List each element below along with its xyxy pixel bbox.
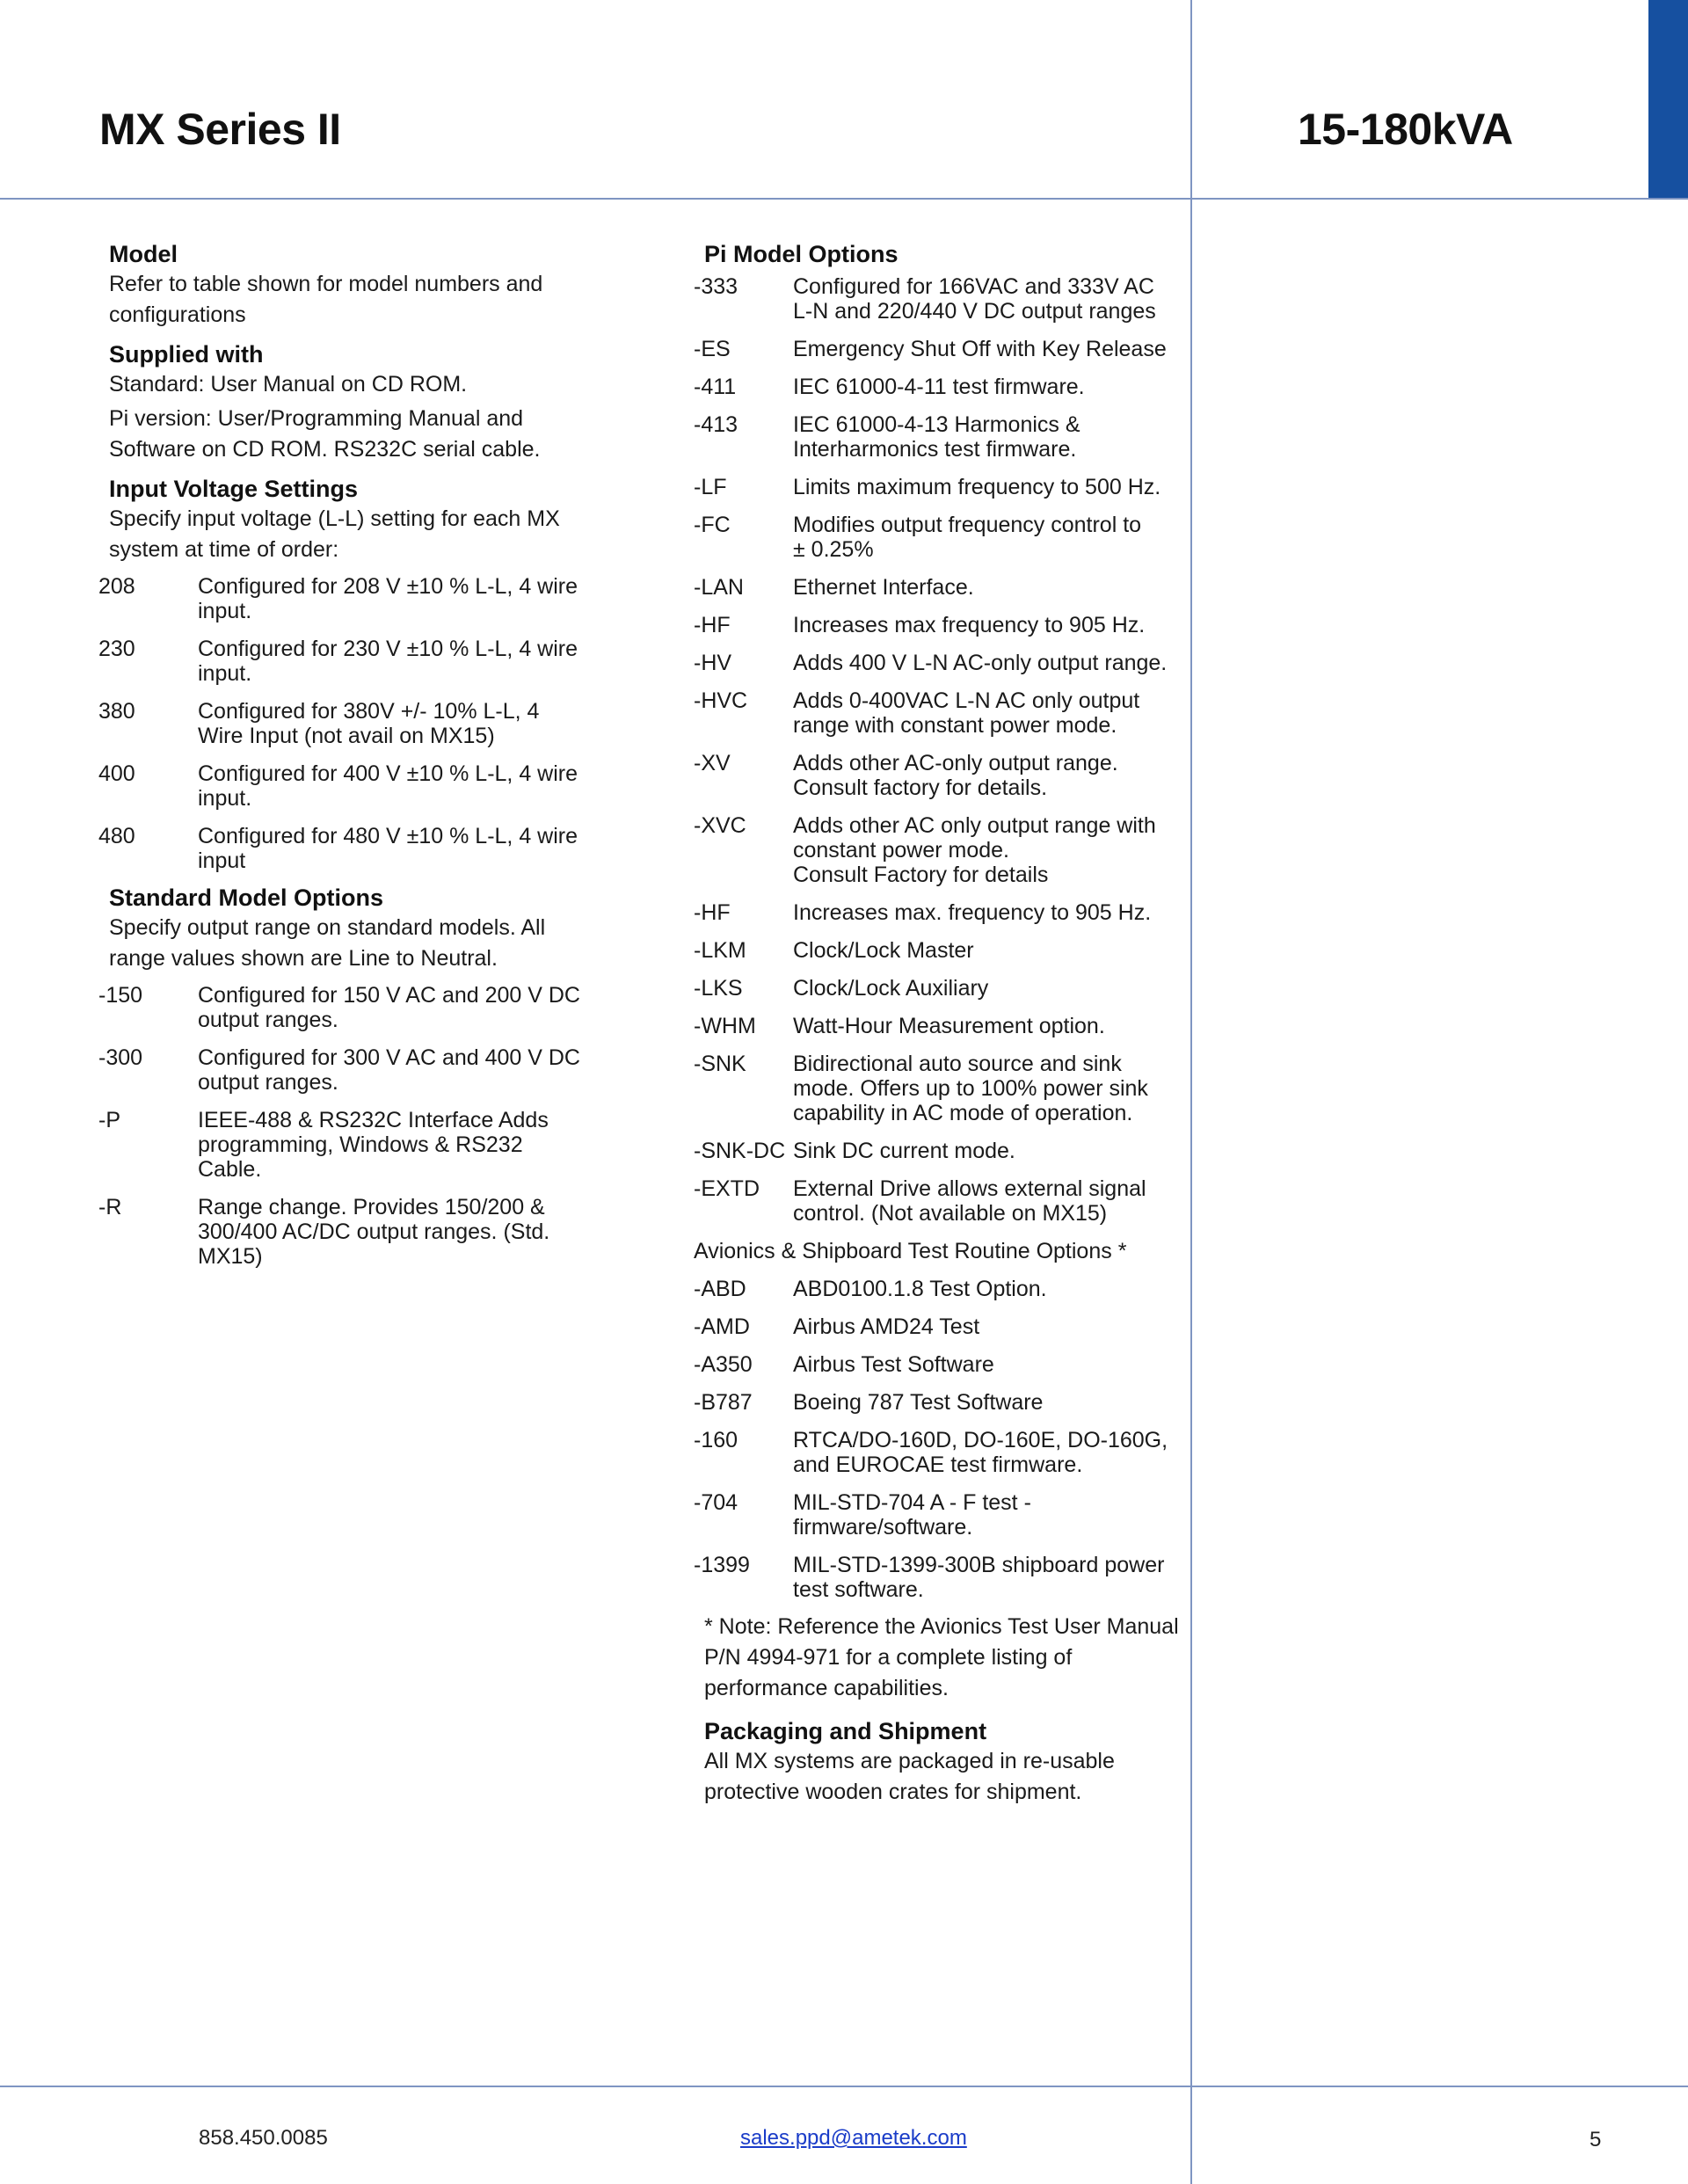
- option-code: -FC: [694, 513, 731, 537]
- footer-rule: [0, 2086, 1688, 2087]
- option-description: Clock/Lock Master: [793, 938, 974, 963]
- option-code: -HF: [694, 613, 731, 637]
- option-code: 400: [98, 761, 135, 786]
- option-description: Increases max. frequency to 905 Hz.: [793, 900, 1152, 925]
- option-row: [694, 1428, 1184, 1477]
- option-row: [98, 761, 600, 811]
- option-row: [98, 983, 600, 1032]
- option-code: -A350: [694, 1352, 753, 1377]
- packaging-text: All MX systems are packaged in re-usable protective wooden crates for shipment.: [704, 1749, 1115, 1804]
- option-description: Configured for 400 V ±10 % L-L, 4 wire input.: [198, 761, 578, 811]
- standard-options-heading: Standard Model Options: [109, 885, 384, 911]
- footer-email-link[interactable]: sales.ppd@ametek.com: [740, 2126, 967, 2150]
- option-code: -413: [694, 412, 738, 437]
- option-row: [694, 1052, 1184, 1125]
- input-voltage-text: Specify input voltage (L-L) setting for each MX system at time of order:: [109, 506, 560, 562]
- option-description: Configured for 208 V ±10 % L-L, 4 wire input.: [198, 574, 578, 623]
- option-code: -150: [98, 983, 143, 1008]
- option-row: [98, 699, 600, 748]
- option-row: [694, 976, 1184, 1001]
- option-code: 380: [98, 699, 135, 724]
- option-row: [694, 651, 1184, 675]
- option-description: Adds 400 V L-N AC-only output range.: [793, 651, 1168, 675]
- option-description: Configured for 300 V AC and 400 V DC output ranges.: [198, 1045, 580, 1095]
- header-rule: [0, 198, 1688, 200]
- option-row: [98, 1045, 600, 1095]
- option-code: -P: [98, 1108, 120, 1132]
- option-description: Airbus Test Software: [793, 1352, 994, 1377]
- option-code: 480: [98, 824, 135, 848]
- option-code: -ABD: [694, 1277, 746, 1301]
- option-code: -LKM: [694, 938, 746, 963]
- option-code: -EXTD: [694, 1176, 760, 1201]
- option-row: [694, 813, 1184, 887]
- option-row: [694, 513, 1184, 562]
- avionics-note: * Note: Reference the Avionics Test User Manual P/N 4994-971 for a complete listing of performance capabilities.: [704, 1614, 1179, 1700]
- option-description: Bidirectional auto source and sink mode. Offers up to 100% power sink capability in AC mode of operation.: [793, 1052, 1148, 1125]
- option-row: [98, 1108, 600, 1182]
- option-description: Configured for 166VAC and 333V AC L-N and 220/440 V DC output ranges: [793, 274, 1156, 324]
- option-description: Airbus AMD24 Test: [793, 1314, 980, 1339]
- page-number: 5: [1590, 2128, 1602, 2151]
- option-row: [694, 751, 1184, 800]
- option-row: [694, 1553, 1184, 1602]
- supplied-heading: Supplied with: [109, 341, 264, 368]
- option-code: -AMD: [694, 1314, 750, 1339]
- option-row: [694, 274, 1184, 324]
- option-row: [98, 824, 600, 873]
- standard-options-text: Specify output range on standard models. All range values shown are Line to Neutral.: [109, 915, 546, 971]
- footer-phone: 858.450.0085: [199, 2126, 328, 2150]
- option-description: Configured for 480 V ±10 % L-L, 4 wire input: [198, 824, 578, 873]
- input-voltage-heading: Input Voltage Settings: [109, 476, 358, 502]
- option-row: [694, 412, 1184, 462]
- option-row: [694, 1176, 1184, 1226]
- option-code: -LF: [694, 475, 727, 499]
- supplied-standard-text: Standard: User Manual on CD ROM.: [109, 372, 468, 397]
- option-description: IEC 61000-4-13 Harmonics & Interharmonics test firmware.: [793, 412, 1080, 462]
- option-row: [694, 688, 1184, 738]
- option-description: External Drive allows external signal control. (Not available on MX15): [793, 1176, 1146, 1226]
- option-row: [694, 1277, 1184, 1301]
- option-row: [694, 938, 1184, 963]
- option-code: -1399: [694, 1553, 750, 1577]
- option-code: -LKS: [694, 976, 743, 1001]
- option-row: [694, 1314, 1184, 1339]
- left-column: [98, 239, 600, 1282]
- option-description: Limits maximum frequency to 500 Hz.: [793, 475, 1161, 499]
- option-code: -HVC: [694, 688, 748, 713]
- option-description: Emergency Shut Off with Key Release: [793, 337, 1167, 361]
- header-accent-bar: [1648, 0, 1688, 199]
- option-description: IEEE-488 & RS232C Interface Adds programming, Windows & RS232 Cable.: [198, 1108, 549, 1182]
- option-code: -704: [694, 1490, 738, 1515]
- option-description: Boeing 787 Test Software: [793, 1390, 1044, 1415]
- option-code: -XVC: [694, 813, 746, 838]
- option-description: Range change. Provides 150/200 & 300/400 AC/DC output ranges. (Std. MX15): [198, 1195, 550, 1269]
- option-description: Adds other AC only output range with constant power mode. Consult Factory for details: [793, 813, 1156, 887]
- model-heading: Model: [109, 241, 178, 267]
- option-description: Clock/Lock Auxiliary: [793, 976, 989, 1001]
- option-row: [694, 1139, 1184, 1163]
- option-code: -LAN: [694, 575, 744, 600]
- doc-title: MX Series II: [99, 105, 341, 154]
- option-description: Modifies output frequency control to ± 0.25%: [793, 513, 1142, 562]
- option-description: Adds 0-400VAC L-N AC only output range with constant power mode.: [793, 688, 1140, 738]
- option-code: -XV: [694, 751, 731, 775]
- option-code: -ES: [694, 337, 731, 361]
- pi-options-list: [694, 274, 1184, 1226]
- option-code: -WHM: [694, 1014, 756, 1038]
- option-row: [694, 475, 1184, 499]
- option-description: MIL-STD-704 A - F test - firmware/software.: [793, 1490, 1031, 1540]
- right-column: [694, 239, 1184, 1808]
- option-code: 208: [98, 574, 135, 599]
- option-description: Sink DC current mode.: [793, 1139, 1015, 1163]
- option-description: Configured for 150 V AC and 200 V DC output ranges.: [198, 983, 580, 1032]
- option-code: -SNK: [694, 1052, 746, 1076]
- option-row: [694, 1014, 1184, 1038]
- option-code: -333: [694, 274, 738, 299]
- option-code: -HF: [694, 900, 731, 925]
- option-row: [98, 574, 600, 623]
- option-description: Ethernet Interface.: [793, 575, 974, 600]
- input-voltage-list: [98, 574, 600, 873]
- option-description: Configured for 380V +/- 10% L-L, 4 Wire Input (not avail on MX15): [198, 699, 540, 748]
- model-text: Refer to table shown for model numbers and configurations: [109, 272, 543, 327]
- option-row: [694, 337, 1184, 361]
- option-row: [98, 1195, 600, 1269]
- standard-options-list: [98, 983, 600, 1269]
- pi-options-heading: Pi Model Options: [704, 241, 899, 267]
- supplied-pi-text: Pi version: User/Programming Manual and Software on CD ROM. RS232C serial cable.: [109, 406, 541, 462]
- option-description: Increases max frequency to 905 Hz.: [793, 613, 1146, 637]
- option-row: [694, 1390, 1184, 1415]
- option-description: IEC 61000-4-11 test firmware.: [793, 375, 1085, 399]
- option-description: ABD0100.1.8 Test Option.: [793, 1277, 1047, 1301]
- option-row: [98, 637, 600, 686]
- option-description: Adds other AC-only output range. Consult factory for details.: [793, 751, 1118, 800]
- packaging-heading: Packaging and Shipment: [704, 1718, 987, 1744]
- option-code: -300: [98, 1045, 143, 1070]
- option-row: [694, 1490, 1184, 1540]
- option-row: [694, 375, 1184, 399]
- option-row: [694, 1352, 1184, 1377]
- option-description: Watt-Hour Measurement option.: [793, 1014, 1105, 1038]
- avionics-options-list: [694, 1277, 1184, 1602]
- option-description: RTCA/DO-160D, DO-160E, DO-160G, and EUROCAE test firmware.: [793, 1428, 1168, 1477]
- option-code: 230: [98, 637, 135, 661]
- power-range-title: 15-180kVA: [1298, 105, 1513, 154]
- option-row: [694, 575, 1184, 600]
- option-code: -B787: [694, 1390, 753, 1415]
- vertical-rule: [1190, 0, 1192, 2184]
- option-code: -HV: [694, 651, 732, 675]
- option-row: [694, 613, 1184, 637]
- option-code: -411: [694, 375, 737, 399]
- option-description: Configured for 230 V ±10 % L-L, 4 wire input.: [198, 637, 578, 686]
- option-code: -160: [694, 1428, 738, 1452]
- option-row: [694, 900, 1184, 925]
- option-description: MIL-STD-1399-300B shipboard power test software.: [793, 1553, 1165, 1602]
- avionics-heading: Avionics & Shipboard Test Routine Options *: [694, 1239, 1127, 1263]
- option-code: -R: [98, 1195, 122, 1219]
- option-code: -SNK-DC: [694, 1139, 786, 1163]
